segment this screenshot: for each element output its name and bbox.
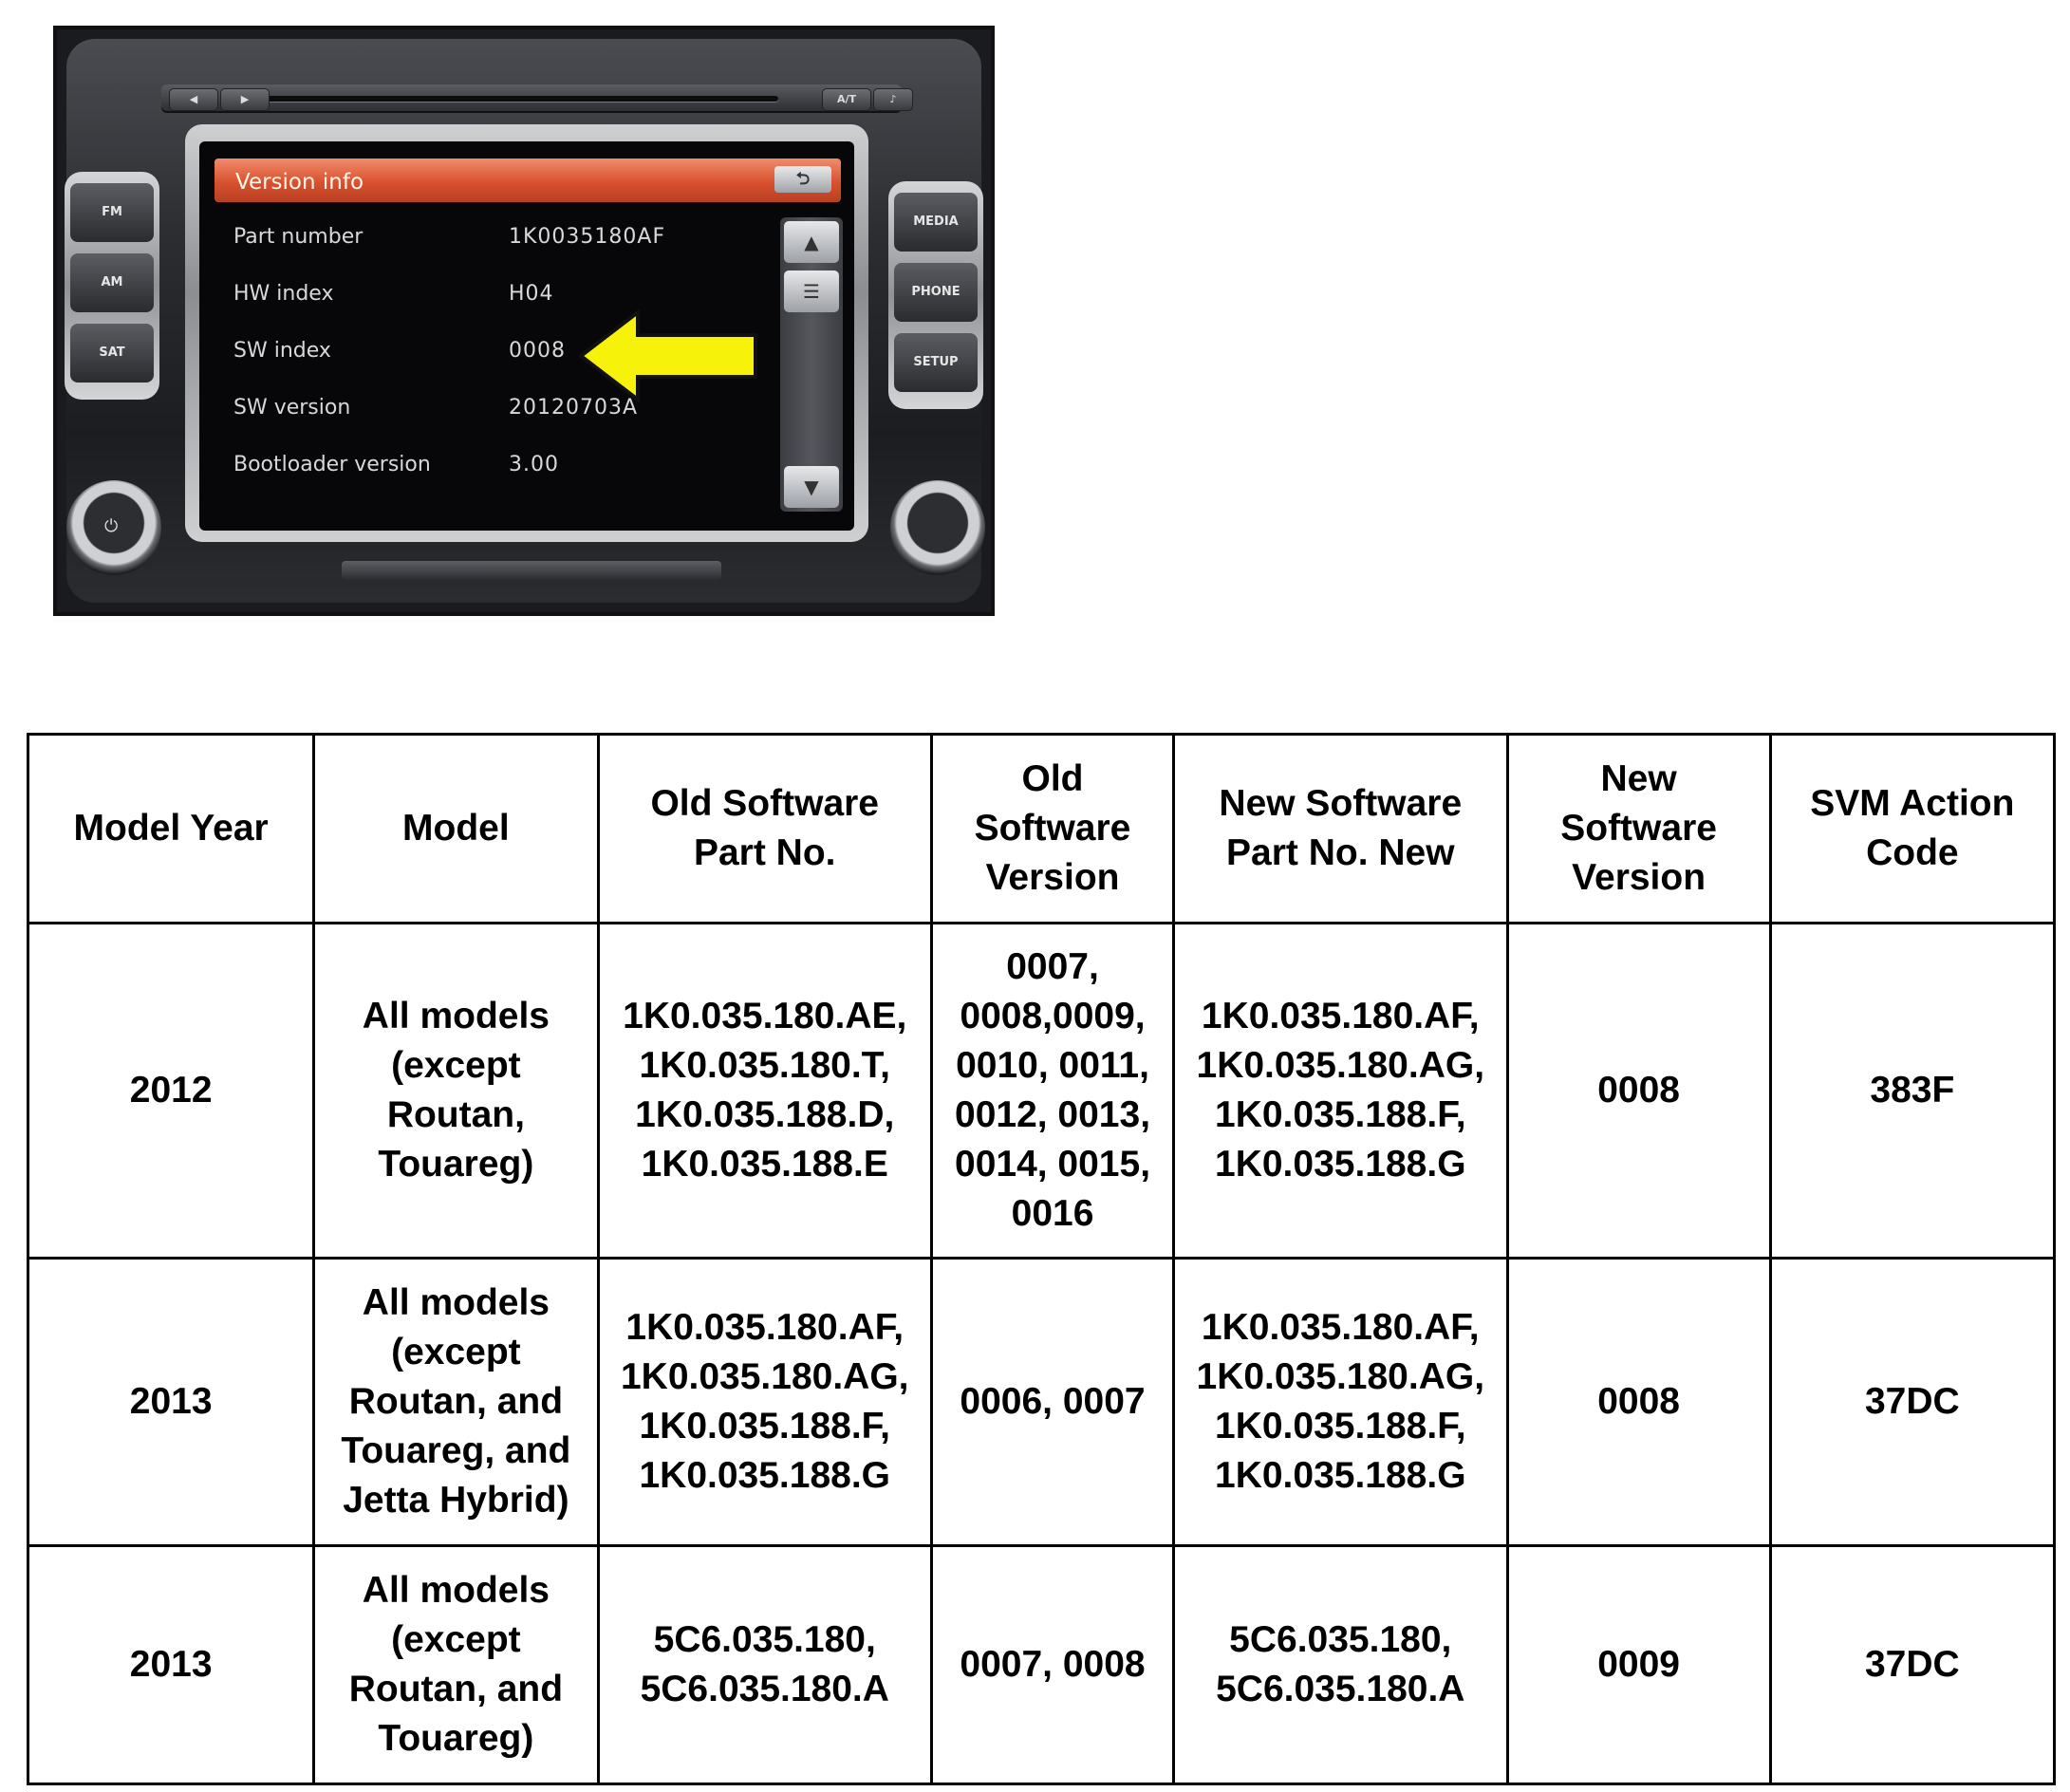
cell-svm-code: 37DC [1770, 1259, 2054, 1546]
seek-forward-button[interactable]: ▶ [220, 88, 270, 111]
info-value: 1K0035180AF [509, 225, 666, 249]
cell-model-year: 2012 [28, 924, 314, 1259]
yellow-arrow-icon [579, 308, 759, 403]
version-info-titlebar [214, 159, 841, 202]
table-row [28, 1259, 2055, 1546]
header-svm-action-code: SVM Action Code [1770, 735, 2054, 924]
seek-back-button[interactable]: ◀ [169, 88, 218, 111]
radio-screen [199, 141, 854, 531]
table-header-row [28, 735, 2055, 924]
cell-new-version: 0009 [1507, 1546, 1770, 1784]
bottom-slot [342, 561, 721, 580]
cell-svm-code: 37DC [1770, 1546, 2054, 1784]
cell-model: All models (except Routan, and Touareg, and Jetta Hybrid) [314, 1259, 598, 1546]
header-old-software-part-no: Old Software Part No. [598, 735, 931, 924]
info-value: H04 [509, 282, 554, 306]
cell-old-version: 0006, 0007 [931, 1259, 1173, 1546]
screen-title: Version info [235, 170, 364, 195]
header-model: Model [314, 735, 598, 924]
tune-knob[interactable] [890, 480, 985, 575]
header-model-year: Model Year [28, 735, 314, 924]
cell-old-version: 0007, 0008 [931, 1546, 1173, 1784]
right-button-column [888, 181, 983, 409]
header-new-software-part-no: New Software Part No. New [1174, 735, 1507, 924]
cell-old-part-no: 1K0.035.180.AE, 1K0.035.180.T, 1K0.035.188.D, 1K0.035.188.E [598, 924, 931, 1259]
cell-new-version: 0008 [1507, 1259, 1770, 1546]
return-arrow-icon[interactable]: ⮌ [774, 166, 831, 193]
power-icon: ⏻ [104, 516, 119, 536]
cell-model: All models (except Routan, Touareg) [314, 924, 598, 1259]
cell-model: All models (except Routan, and Touareg) [314, 1546, 598, 1784]
header-new-software-version: New Software Version [1507, 735, 1770, 924]
table-row [28, 1546, 2055, 1784]
radio-photo [53, 26, 995, 616]
cell-old-version: 0007, 0008,0009, 0010, 0011, 0012, 0013, 0014, 0015, 0016 [931, 924, 1173, 1259]
media-button[interactable]: MEDIA [894, 193, 978, 252]
cell-model-year: 2013 [28, 1546, 314, 1784]
cd-slot [247, 96, 778, 102]
info-label: Bootloader version [233, 453, 431, 476]
info-label: SW index [233, 339, 331, 363]
software-update-table [27, 733, 2056, 1785]
setup-button[interactable]: SETUP [894, 333, 978, 392]
info-value: 20120703A [509, 396, 639, 420]
cell-old-part-no: 5C6.035.180, 5C6.035.180.A [598, 1546, 931, 1784]
cell-new-part-no: 5C6.035.180, 5C6.035.180.A [1174, 1546, 1507, 1784]
cell-new-version: 0008 [1507, 924, 1770, 1259]
traffic-button[interactable]: A/T [822, 88, 871, 111]
scroll-down-icon[interactable]: ▼ [784, 466, 839, 508]
list-menu-icon[interactable]: ☰ [784, 271, 839, 312]
table-row [28, 924, 2055, 1259]
power-volume-knob[interactable] [66, 480, 161, 575]
info-label: SW version [233, 396, 351, 420]
cell-new-part-no: 1K0.035.180.AF, 1K0.035.180.AG, 1K0.035.188.F, 1K0.035.188.G [1174, 1259, 1507, 1546]
info-label: Part number [233, 225, 364, 249]
cell-svm-code: 383F [1770, 924, 2054, 1259]
cell-new-part-no: 1K0.035.180.AF, 1K0.035.180.AG, 1K0.035.188.F, 1K0.035.188.G [1174, 924, 1507, 1259]
info-label: HW index [233, 282, 334, 306]
am-button[interactable]: AM [70, 253, 154, 312]
left-button-column [65, 172, 159, 400]
header-old-software-version: Old Software Version [931, 735, 1173, 924]
sat-button[interactable]: SAT [70, 324, 154, 383]
info-value: 3.00 [509, 453, 559, 476]
phone-button[interactable]: PHONE [894, 263, 978, 322]
scrollbar[interactable] [780, 217, 843, 512]
fm-button[interactable]: FM [70, 183, 154, 242]
cell-model-year: 2013 [28, 1259, 314, 1546]
sound-button[interactable]: ♪ [873, 88, 913, 111]
cell-old-part-no: 1K0.035.180.AF, 1K0.035.180.AG, 1K0.035.188.F, 1K0.035.188.G [598, 1259, 931, 1546]
info-value: 0008 [509, 339, 566, 363]
scroll-up-icon[interactable]: ▲ [784, 221, 839, 263]
